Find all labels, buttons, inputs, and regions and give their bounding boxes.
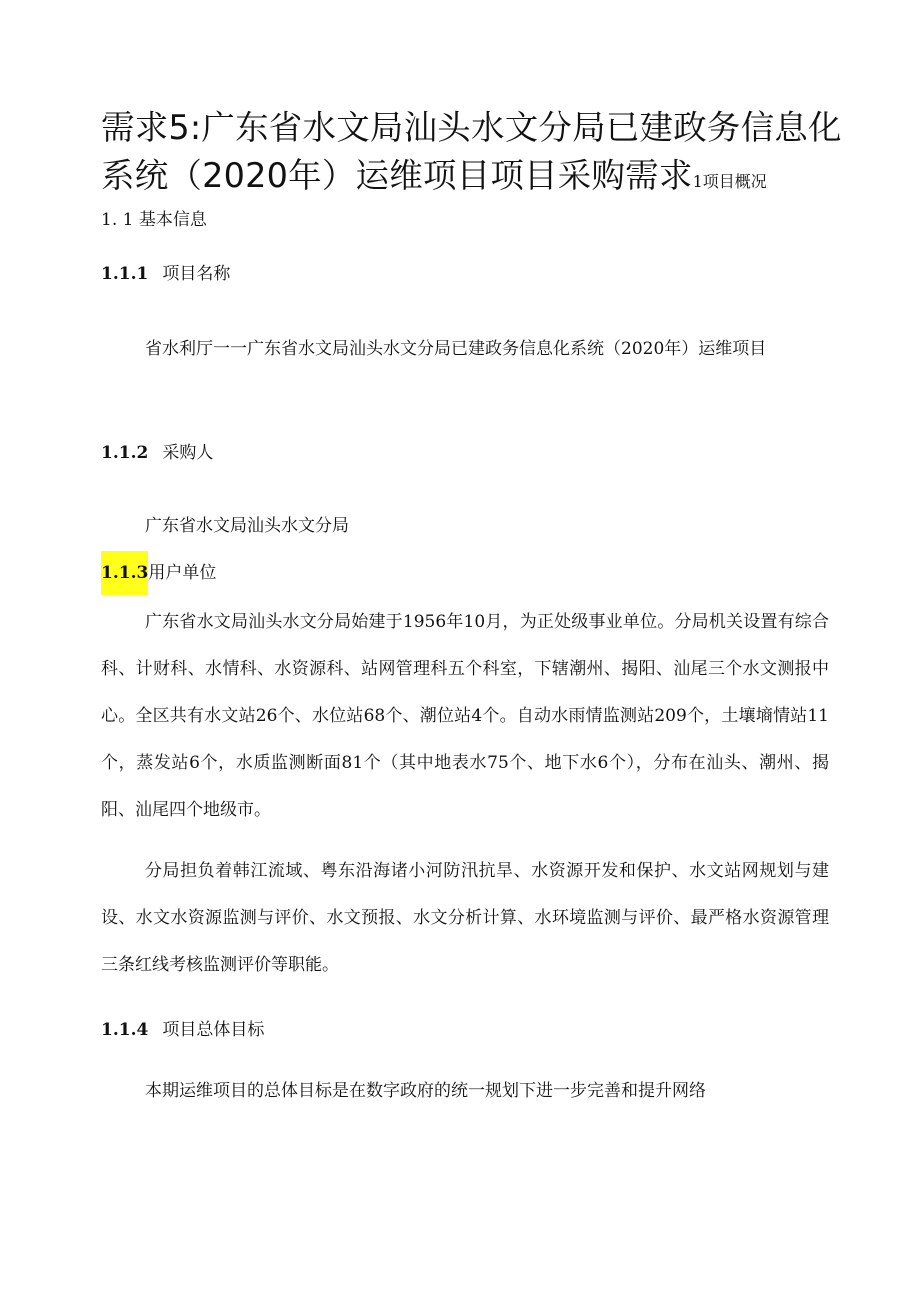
section-heading-1-1-3 <box>101 561 216 585</box>
title-tail: 1项目概况 <box>692 172 767 191</box>
paragraph-user-unit-intro: 广东省水文局汕头水文分局始建于1956年10月，为正处级事业单位。分局机关设置有综合科、计财科、水情科、水资源科、站网管理科五个科室，下辖潮州、揭阳、汕尾三个水文测报中心。全区共有水文站26个、水位站68个、潮位站4个。自动水雨情监测站209个，土壤墒情站11个，蒸发站6个，水质监测断面81个（其中地表水75个、地下水6个），分布在汕头、潮州、揭阳、汕尾四个地级市。 <box>101 612 829 820</box>
paragraph-project-name: 省水利厅一一广东省水文局汕头水文分局已建政务信息化系统（2020年）运维项目 <box>145 339 767 359</box>
section-label: 项目总体目标 <box>162 1020 265 1040</box>
section-number: 1.1.2 <box>101 443 149 463</box>
section-label: 采购人 <box>162 443 214 463</box>
section-label: 用户单位 <box>148 563 217 583</box>
section-heading-1-1-4 <box>101 1018 264 1042</box>
section-label: 项目名称 <box>162 264 231 284</box>
paragraph-overall-goal: 本期运维项目的总体目标是在数字政府的统一规划下进一步完善和提升网络 <box>145 1081 706 1101</box>
section-number: 1.1.4 <box>101 1020 149 1040</box>
document-title <box>101 104 861 206</box>
section-heading-1-1-2 <box>101 441 213 465</box>
title-main: 需求5:广东省水文局汕头水文分局已建政务信息化系统（2020年）运维项目项目采购需求 <box>101 108 842 195</box>
section-heading-1-1-1 <box>101 262 230 286</box>
paragraph-purchaser: 广东省水文局汕头水文分局 <box>145 516 349 536</box>
section-number: 1.1.1 <box>101 264 149 284</box>
section-heading-1-1: 1. 1 基本信息 <box>101 210 207 230</box>
highlighted-section-number: 1.1.3 <box>101 551 148 595</box>
paragraph-user-unit-duties: 分局担负着韩江流域、粤东沿海诸小河防汛抗旱、水资源开发和保护、水文站网规划与建设、水文水资源监测与评价、水文预报、水文分析计算、水环境监测与评价、最严格水资源管理三条红线考核监测评价等职能。 <box>101 861 829 975</box>
